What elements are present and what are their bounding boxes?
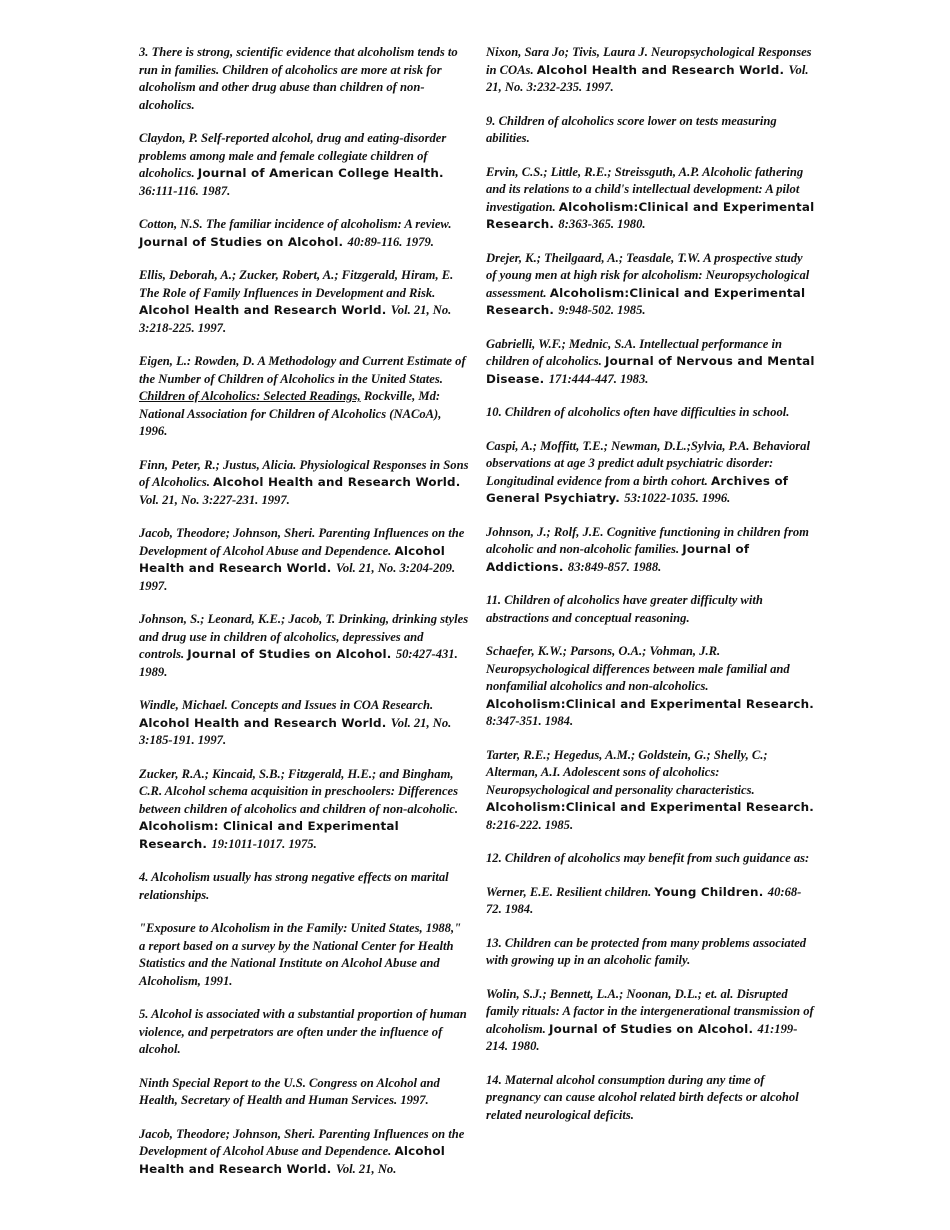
journal-title: Journal of Nervous and Mental Disease. (486, 354, 815, 386)
citation-text: Vol. 21, No. (335, 1161, 397, 1176)
journal-title: Alcohol Health and Research World. (139, 543, 446, 575)
citation-text: 12. Children of alcoholics may benefit from such guidance as: (486, 851, 810, 865)
journal-title: Journal of Studies on Alcohol. (548, 1021, 758, 1036)
citation-text: Vol. 21, No. 3:185-191. 1997. (139, 715, 452, 747)
citation-text: 83:849-857. 1988. (567, 559, 662, 574)
journal-title: Archives of General Psychiatry. (486, 473, 789, 505)
citation-text: Eigen, L.: Rowden, D. A Methodology and Current Estimate of the Number of Children of Alcoholics in the United States. (139, 354, 466, 386)
journal-title: Journal of Addictions. (486, 542, 750, 574)
citation-text: 36:111-116. 1987. (139, 183, 231, 198)
citation-text: 4. Alcoholism usually has strong negative effects on marital relationships. (139, 870, 449, 902)
citation-text: 40:68-72. 1984. (486, 884, 802, 916)
journal-title: Journal of Studies on Alcohol. (187, 647, 396, 661)
citation-text: Ervin, C.S.; Little, R.E.; Streissguth, A.P. Alcoholic fathering and its relations to a child's intellectual development: A pilot investigation. (486, 164, 804, 214)
fact-heading (486, 1072, 816, 1125)
citation-text: Johnson, J.; Rolf, J.E. Cognitive functioning in children from alcoholic and non-alcoholic families. (486, 524, 809, 556)
citation (139, 1075, 469, 1110)
citation-text: 5. Alcohol is associated with a substantial proportion of human violence, and perpetrators are often under the influence of alcohol. (139, 1007, 467, 1056)
citation (486, 884, 816, 919)
citation-text: 9:948-502. 1985. (558, 303, 646, 317)
citation-text: 40:89-116. 1979. (347, 234, 434, 249)
citation (486, 643, 816, 731)
citation-text: 8:216-222. 1985. (486, 817, 574, 832)
citation (486, 44, 816, 97)
citation-text: Jacob, Theodore; Johnson, Sheri. Parenting Influences on the Development of Alcohol Abuse and Dependence. (139, 526, 465, 558)
journal-title: Alcoholism: Clinical and Experimental Research. (139, 819, 399, 851)
citation-text: Drejer, K.; Theilgaard, A.; Teasdale, T.W. A prospective study of young men at high risk for alcoholism: Neuropsychological assessment. (486, 250, 810, 300)
citation-text: 14. Maternal alcohol consumption during any time of pregnancy can cause alcohol related birth defects or alcohol related neurological deficits. (486, 1072, 799, 1122)
journal-title: Alcoholism:Clinical and Experimental Research. (486, 285, 806, 317)
citation-text: Wolin, S.J.; Bennett, L.A.; Noonan, D.L.; et. al. Disrupted family rituals: A factor in the intergenerational transmission of alcoholism. (486, 986, 814, 1036)
citation-text: 8:347-351. 1984. (486, 714, 574, 728)
citation-text: 3. There is strong, scientific evidence that alcoholism tends to run in families. Children of alcoholics are more at risk for alcoholism and other drug abuse than children of non-alcoholics. (139, 45, 458, 112)
citation-text: Johnson, S.; Leonard, K.E.; Jacob, T. Drinking, drinking styles and drug use in children of alcoholics, depressives and controls. (139, 612, 469, 661)
citation (486, 250, 816, 320)
citation-text: Rockville, Md: National Association for Children of Alcoholics (NACoA), 1996. (139, 389, 442, 438)
journal-title: Journal of Studies on Alcohol. (139, 234, 348, 249)
fact-heading (139, 869, 469, 904)
journal-title: Alcoholism:Clinical and Experimental Research. (486, 696, 814, 711)
citation (139, 697, 469, 750)
citation-text: Zucker, R.A.; Kincaid, S.B.; Fitzgerald, H.E.; and Bingham, C.R. Alcohol schema acquisition in preschoolers: Differences between children of alcoholics and children of non-alcoholic. (139, 766, 459, 816)
citation (139, 1126, 469, 1179)
citation (486, 438, 816, 508)
book-title: Children of Alcoholics: Selected Readings, (139, 389, 361, 403)
citation-text: 41:199-214. 1980. (486, 1021, 798, 1053)
citation-text: Nixon, Sara Jo; Tivis, Laura J. Neuropsychological Responses in COAs. (486, 45, 812, 77)
citation-text: 53:1022-1035. 1996. (624, 491, 731, 505)
fact-heading (486, 592, 816, 627)
citation (486, 336, 816, 389)
citation-text: Vol. 21, No. 3:227-231. 1997. (139, 492, 290, 507)
journal-title: Alcohol Health and Research World. (213, 475, 461, 489)
fact-heading (486, 935, 816, 970)
citation (139, 766, 469, 854)
citation-text: Caspi, A.; Moffitt, T.E.; Newman, D.L.;Sylvia, P.A. Behavioral observations at age 3 predict adult psychiatric disorder: Longitudinal evidence from a birth cohort. (486, 438, 810, 488)
citation (139, 267, 469, 337)
citation-text: Vol. 21, No. 3:232-235. 1997. (486, 62, 809, 94)
journal-title: Alcohol Health and Research World. (139, 303, 391, 317)
citation-text: Claydon, P. Self-reported alcohol, drug and eating-disorder problems among male and female collegiate children of alcoholics. (139, 131, 447, 180)
citation-text: 8:363-365. 1980. (558, 217, 646, 231)
citation-text: Gabrielli, W.F.; Mednic, S.A. Intellectual performance in children of alcoholics. (486, 336, 782, 368)
journal-title: Alcohol Health and Research World. (536, 62, 789, 77)
citation-text: Cotton, N.S. The familiar incidence of alcoholism: A review. (139, 217, 452, 231)
citation-text: Tarter, R.E.; Hegedus, A.M.; Goldstein, G.; Shelly, C.; Alterman, A.I. Adolescent sons of alcoholics: Neuropsychological and personality characteristics. (486, 747, 768, 797)
citation-text: 13. Children can be protected from many problems associated with growing up in an alcoholic family. (486, 935, 807, 967)
fact-heading (139, 44, 469, 114)
citation (486, 164, 816, 234)
fact-heading (486, 850, 816, 868)
fact-heading (486, 404, 816, 422)
citation-text: Jacob, Theodore; Johnson, Sheri. Parenting Influences on the Development of Alcohol Abuse and Dependence. (139, 1126, 465, 1158)
citation-text: Werner, E.E. Resilient children. (486, 884, 655, 899)
fact-heading (486, 113, 816, 148)
right-column (486, 44, 816, 1140)
journal-title: Journal of American College Health. (197, 166, 444, 180)
citation-text: Schaefer, K.W.; Parsons, O.A.; Vohman, J.R. Neuropsychological differences between male familial and nonfamilial alcoholics and non-alcoholics. (486, 644, 790, 693)
citation-text: 50:427-431. 1989. (139, 647, 458, 679)
left-column (139, 44, 469, 1194)
citation (139, 130, 469, 200)
journal-title: Alcoholism:Clinical and Experimental Research. (486, 199, 815, 231)
citation (139, 525, 469, 595)
citation-text: 19:1011-1017. 1975. (211, 836, 317, 851)
citation-text: Finn, Peter, R.; Justus, Alicia. Physiological Responses in Sons of Alcoholics. (139, 457, 469, 489)
citation-text: 11. Children of alcoholics have greater difficulty with abstractions and conceptual reasoning. (486, 593, 763, 625)
journal-title: Alcoholism:Clinical and Experimental Research. (486, 800, 814, 814)
citation (139, 353, 469, 441)
citation-text: 9. Children of alcoholics score lower on tests measuring abilities. (486, 113, 777, 145)
journal-title: Alcohol Health and Research World. (139, 1144, 446, 1176)
citation (486, 747, 816, 835)
citation (139, 920, 469, 990)
citation (139, 611, 469, 681)
citation-text: Ninth Special Report to the U.S. Congress on Alcohol and Health, Secretary of Health and Human Services. 1997. (139, 1075, 440, 1107)
citation-text: 10. Children of alcoholics often have difficulties in school. (486, 405, 790, 419)
citation-text: Vol. 21, No. 3:204-209. 1997. (139, 561, 456, 593)
journal-title: Alcohol Health and Research World. (139, 715, 391, 730)
citation-text: "Exposure to Alcoholism in the Family: United States, 1988," a report based on a survey by the National Center for Health Statistics and the National Institute on Alcohol Abuse and Alcoholism, 1991. (139, 921, 462, 988)
citation-text: Windle, Michael. Concepts and Issues in COA Research. (139, 698, 434, 712)
citation (139, 216, 469, 251)
citation-text: Vol. 21, No. 3:218-225. 1997. (139, 303, 452, 335)
citation-text: 171:444-447. 1983. (548, 371, 649, 386)
journal-title: Young Children. (654, 884, 768, 899)
citation (486, 986, 816, 1056)
citation (139, 457, 469, 510)
fact-heading (139, 1006, 469, 1059)
citation-text: Ellis, Deborah, A.; Zucker, Robert, A.; Fitzgerald, Hiram, E. The Role of Family Influences in Development and Risk. (139, 268, 454, 300)
citation (486, 524, 816, 577)
